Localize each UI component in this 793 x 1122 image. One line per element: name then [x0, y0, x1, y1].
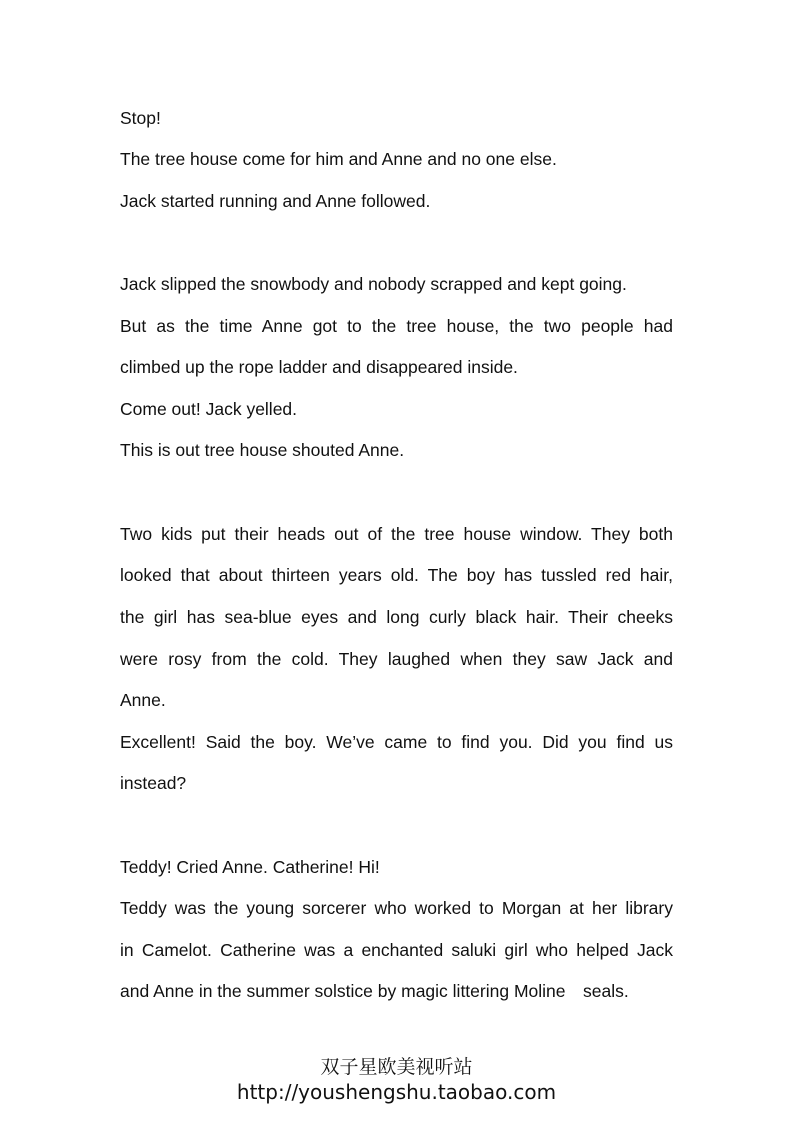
text-line-3: Jack started running and Anne followed. [120, 191, 431, 211]
text-line-10: looked that about thirteen years old. The boy has tussled red hair, [120, 565, 673, 585]
text-line-4: Jack slipped the snowbody and nobody scrapped and kept going. [120, 274, 627, 294]
footer-site-name: 双子星欧美视听站 [320, 1056, 473, 1078]
text-line-1: Stop! [120, 108, 161, 128]
text-line-5: But as the time Anne got to the tree house, the two people had [120, 316, 673, 336]
text-line-11: the girl has sea-blue eyes and long curly black hair. Their cheeks [120, 607, 673, 627]
text-line-7: Come out! Jack yelled. [120, 399, 298, 419]
text-line-15: instead? [120, 773, 187, 793]
text-line-9: Two kids put their heads out of the tree house window. They both [120, 524, 673, 544]
text-line-16: Teddy! Cried Anne. Catherine! Hi! [120, 857, 380, 877]
text-line-19: and Anne in the summer solstice by magic littering Moline seals. [120, 981, 629, 1001]
text-line-13: Anne. [120, 690, 166, 710]
text-line-6: climbed up the rope ladder and disappeared inside. [120, 357, 518, 377]
text-line-14: Excellent! Said the boy. We’ve came to find you. Did you find us [120, 732, 673, 752]
text-line-17: Teddy was the young sorcerer who worked to Morgan at her library [120, 898, 673, 918]
footer-url: http://youshengshu.taobao.com [236, 1080, 557, 1104]
text-line-8: This is out tree house shouted Anne. [120, 440, 405, 460]
text-line-2: The tree house come for him and Anne and no one else. [120, 149, 557, 169]
text-line-12: were rosy from the cold. They laughed when they saw Jack and [120, 649, 673, 669]
text-line-18: in Camelot. Catherine was a enchanted saluki girl who helped Jack [120, 940, 673, 960]
